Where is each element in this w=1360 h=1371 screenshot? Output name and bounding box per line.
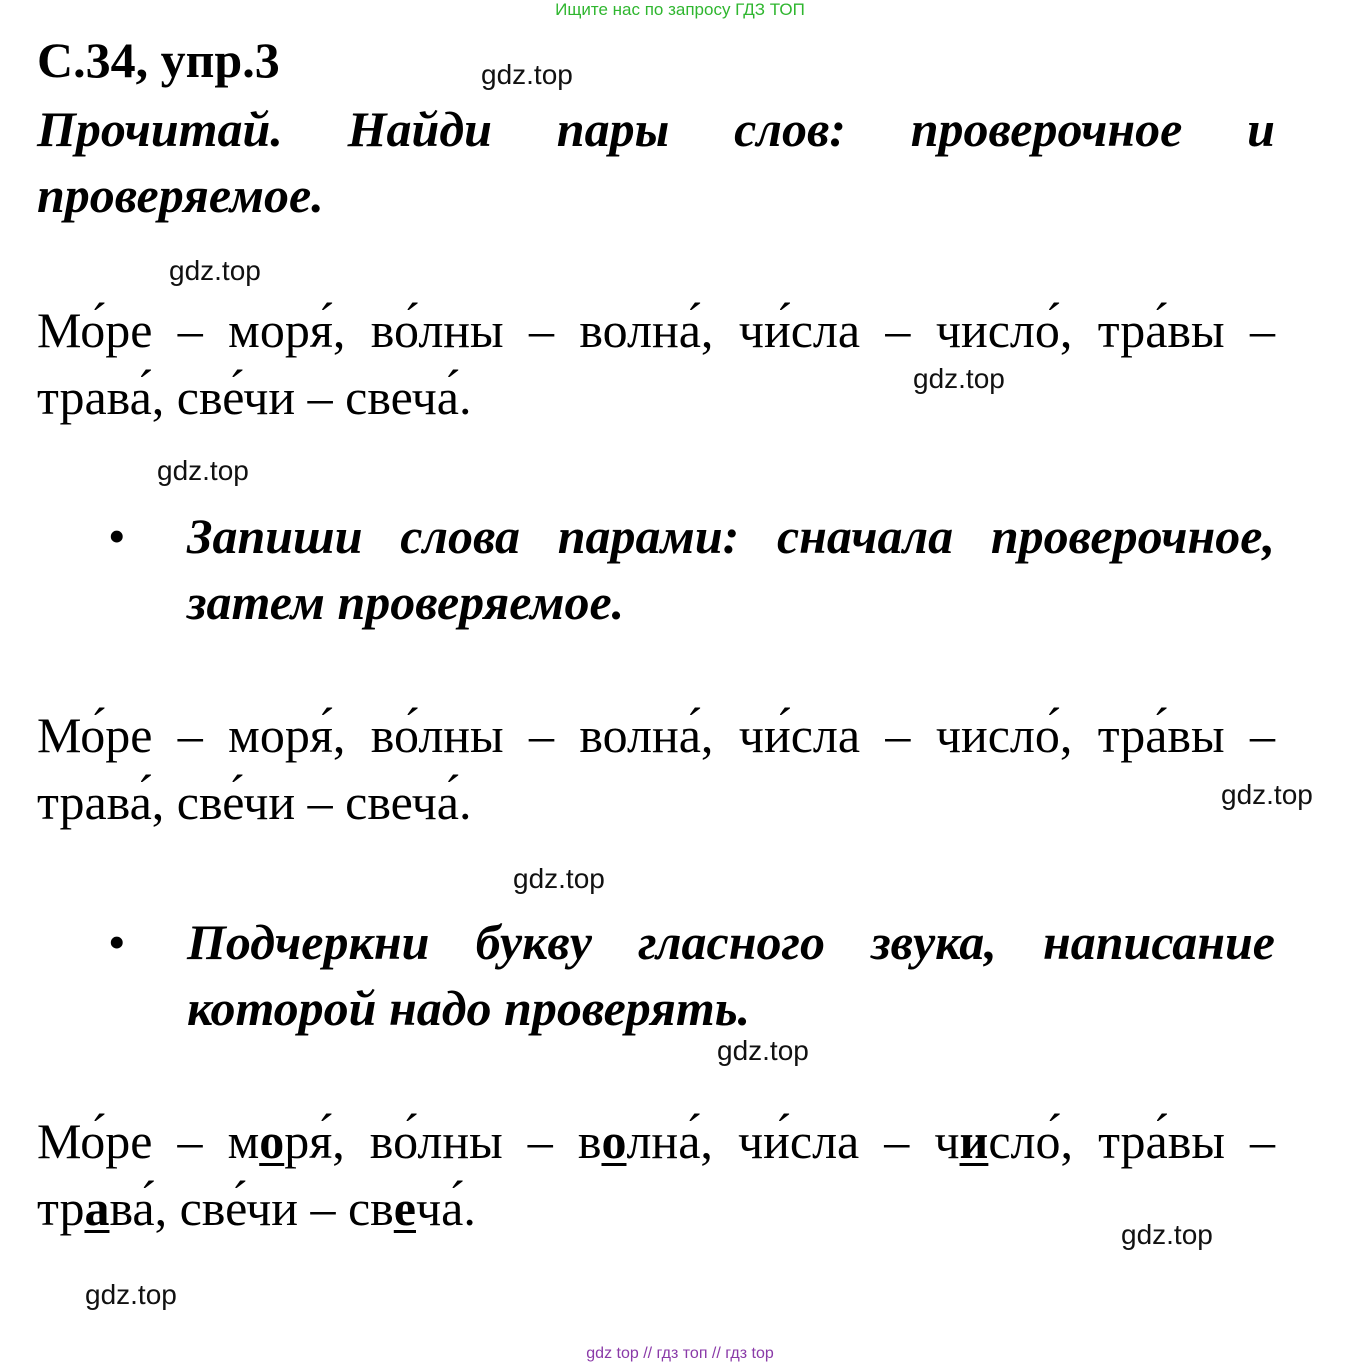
underlined-vowel: а [84, 1180, 110, 1236]
watermark: gdz.top [717, 1035, 809, 1066]
answer-1: Мо́ре – моря́, во́лны – волна́, чи́сла – число́, тра́вы – трава́, све́чи – свеча́. [37, 302, 1275, 425]
footer-links[interactable]: gdz top // гдз топ // гдз top [586, 1345, 774, 1362]
page-title: С.34, упр.3 [37, 32, 280, 88]
underlined-vowel: е [393, 1180, 416, 1236]
answer-text: сло́, тра́вы – тр [37, 1113, 1276, 1236]
bullet-icon: • [108, 914, 126, 970]
bullet-icon: • [108, 508, 126, 564]
watermark: gdz.top [85, 1279, 177, 1310]
answer-text: лна́, чи́сла – ч [626, 1113, 960, 1169]
watermark: gdz.top [481, 59, 573, 90]
answer-text: ря́, во́лны – в [284, 1113, 602, 1169]
underlined-vowel: о [601, 1113, 627, 1169]
watermark: gdz.top [169, 255, 261, 286]
answer-text: ча́. [415, 1180, 476, 1236]
answer-text: ва́, све́чи – св [109, 1180, 394, 1236]
top-banner[interactable]: Ищите нас по запросу ГДЗ ТОП [555, 0, 805, 19]
watermark: gdz.top [1121, 1219, 1213, 1250]
underlined-vowel: о [259, 1113, 285, 1169]
answer-3 [37, 1108, 1275, 1242]
watermark: gdz.top [513, 863, 605, 894]
watermark: gdz.top [1221, 779, 1313, 810]
answer-text: Мо́ре – м [37, 1113, 260, 1169]
underlined-vowel: и [959, 1113, 989, 1169]
answer-2: Мо́ре – моря́, во́лны – волна́, чи́сла – число́, тра́вы – трава́, све́чи – свеча́. [37, 707, 1275, 830]
watermark: gdz.top [157, 455, 249, 486]
task-instruction-2: Запиши слова парами: сначала проверочное, затем проверяемое. [187, 508, 1275, 630]
watermark: gdz.top [913, 363, 1005, 394]
task-instruction-1: Прочитай. Найди пары слов: проверочное и проверяемое. [37, 101, 1275, 223]
task-instruction-3: Подчеркни букву гласного звука, написание которой надо проверять. [187, 914, 1275, 1036]
